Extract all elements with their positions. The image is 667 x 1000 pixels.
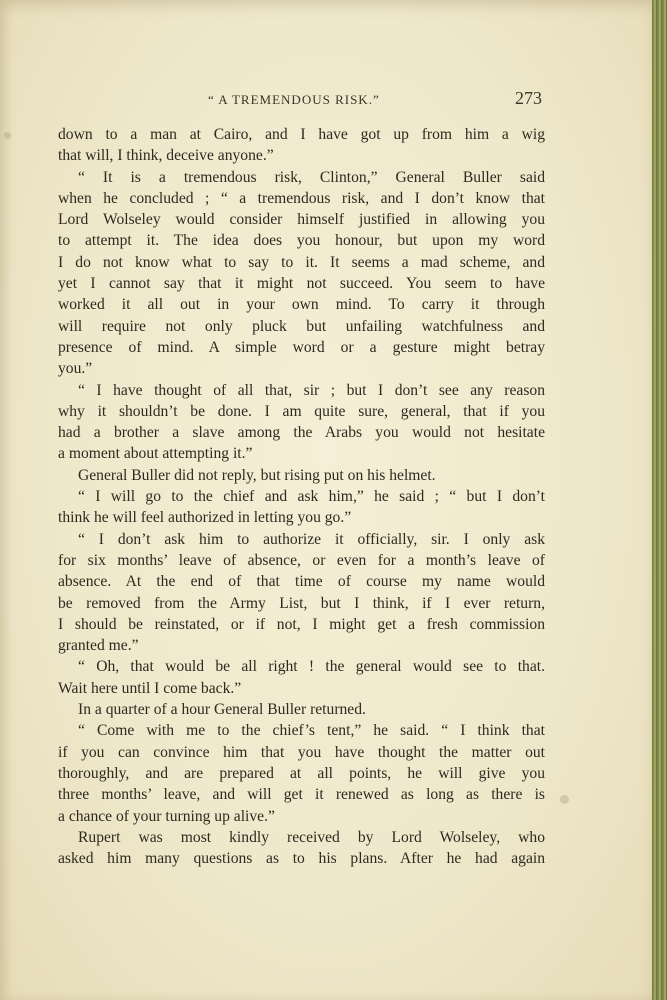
running-title: “ A TREMENDOUS RISK.” [208, 92, 380, 107]
text-line: for six months’ leave of absence, or even for a month’s leave of [58, 551, 545, 569]
page-smudge [560, 795, 569, 804]
text-line: will require not only pluck but unfailing watchfulness and [58, 317, 545, 335]
text-line: yet I cannot say that it might not succeed. You seem to have [58, 275, 545, 293]
text-line: think he will feel authorized in letting you go.” [58, 509, 352, 527]
text-line: presence of mind. A simple word or a gesture might betray [58, 338, 545, 356]
text-line: had a brother a slave among the Arabs you would not hesitate [58, 424, 545, 442]
running-head [58, 86, 544, 116]
text-line: “ I don’t ask him to authorize it officially, sir. I only ask [78, 530, 545, 548]
text-line: three months’ leave, and will get it renewed as long as there is [58, 786, 545, 804]
body-text [58, 124, 545, 869]
text-line: “ I have thought of all that, sir ; but I don’t see any reason [78, 381, 545, 399]
text-line: I should be reinstated, or if not, I might get a fresh commission [58, 615, 545, 633]
text-line: why it shouldn’t be done. I am quite sure, general, that if you [58, 402, 545, 420]
text-line: “ It is a tremendous risk, Clinton,” General Buller said [78, 168, 545, 186]
text-line: a moment about attempting it.” [58, 445, 253, 463]
text-line: a chance of your turning up alive.” [58, 807, 275, 825]
text-line: General Buller did not reply, but rising put on his helmet. [78, 466, 436, 484]
text-line: I do not know what to say to it. It seems a mad scheme, and [58, 253, 545, 271]
text-line: Wait here until I come back.” [58, 679, 242, 697]
text-line: if you can convince him that you have thought the matter out [58, 743, 545, 761]
text-line: asked him many questions as to his plans. After he had again [58, 850, 545, 868]
text-line: worked it all out in your own mind. To carry it through [58, 296, 545, 314]
page-smudge [4, 132, 11, 139]
text-line: that will, I think, deceive anyone.” [58, 147, 274, 165]
text-line: thoroughly, and are prepared at all points, he will give you [58, 764, 545, 782]
page-number: 273 [515, 88, 542, 108]
text-line: you.” [58, 360, 93, 378]
text-line: to attempt it. The idea does you honour, but upon my word [58, 232, 545, 250]
text-line: be removed from the Army List, but I think, if I ever return, [58, 594, 545, 612]
page-edge [652, 0, 667, 1000]
text-line: granted me.” [58, 637, 139, 655]
text-line: “ I will go to the chief and ask him,” he said ; “ but I don’t [78, 488, 545, 506]
text-line: absence. At the end of that time of course my name would [58, 573, 545, 591]
text-line: Rupert was most kindly received by Lord Wolseley, who [78, 828, 545, 846]
text-line: In a quarter of a hour General Buller returned. [78, 701, 366, 719]
text-line: when he concluded ; “ a tremendous risk, and I don’t know that [58, 189, 545, 207]
text-line: Lord Wolseley would consider himself justified in allowing you [58, 211, 545, 229]
text-line: “ Oh, that would be all right ! the general would see to that. [78, 658, 545, 676]
text-line: down to a man at Cairo, and I have got up from him a wig [58, 126, 545, 143]
text-line: “ Come with me to the chief’s tent,” he said. “ I think that [78, 722, 545, 740]
